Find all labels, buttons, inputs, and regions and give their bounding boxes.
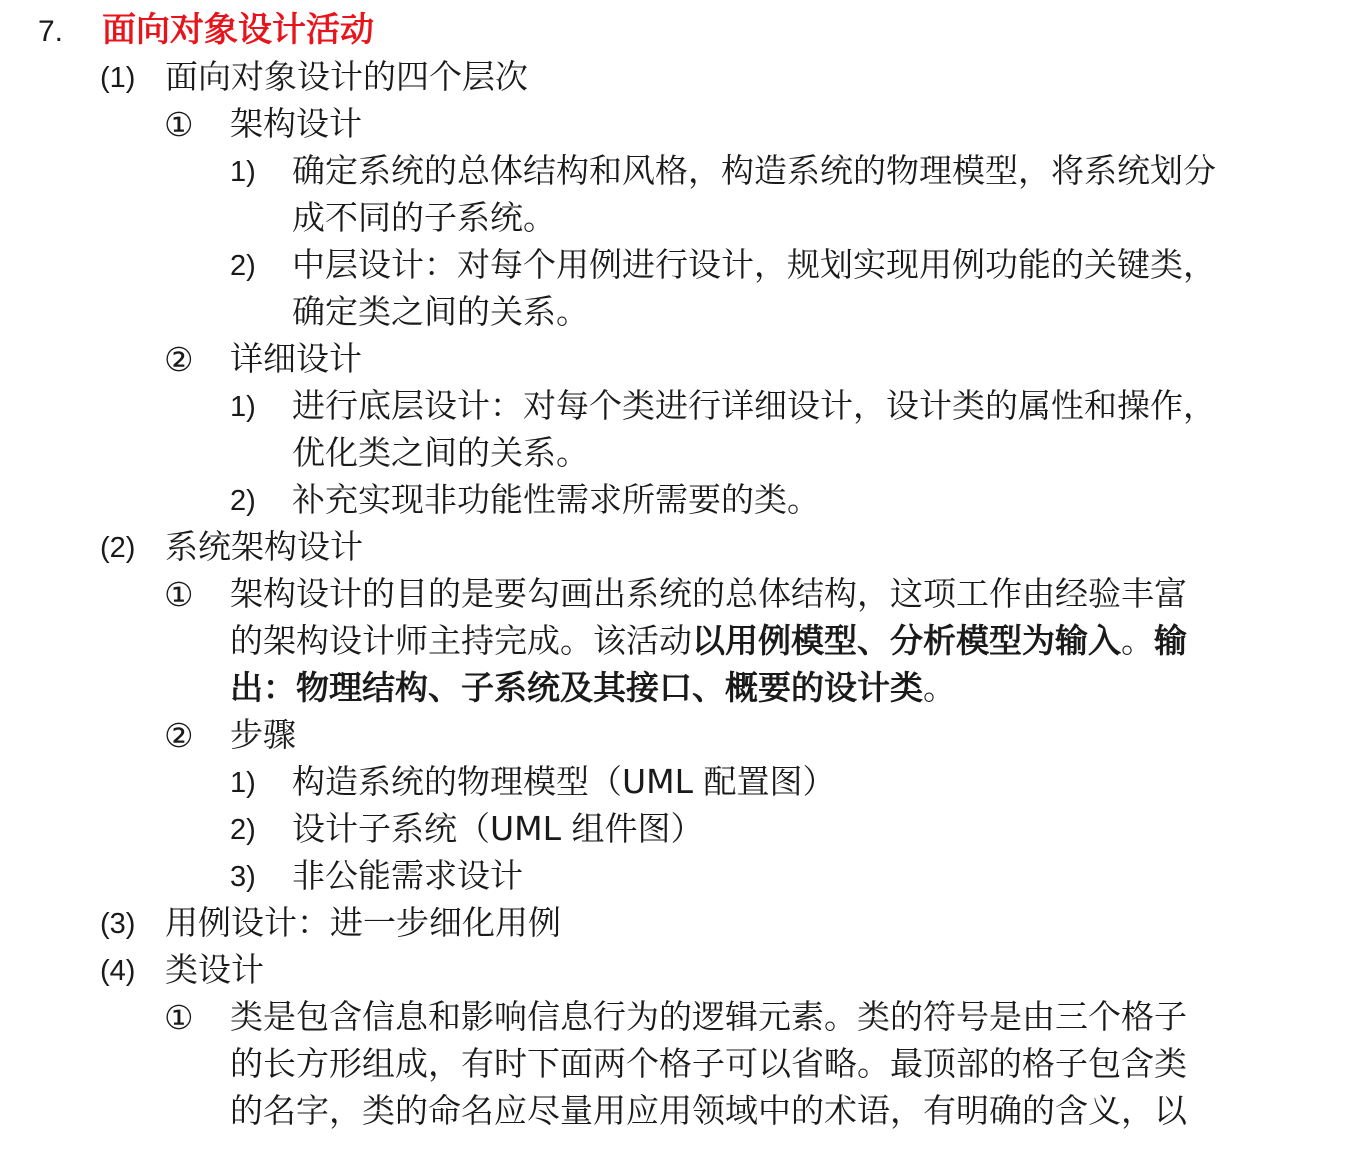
item-4-heading: 类设计 bbox=[165, 950, 264, 989]
item-2-1-text-line2-bold-tail: 输 bbox=[1154, 621, 1187, 660]
section-title: 面向对象设计活动 bbox=[102, 10, 374, 50]
item-1-heading: 面向对象设计的四个层次 bbox=[165, 57, 528, 96]
item-1-1-1-text-line2: 成不同的子系统。 bbox=[292, 198, 556, 237]
item-1-1-heading: 架构设计 bbox=[230, 104, 362, 143]
item-4-1-text-line3: 的名字，类的命名应尽量用应用领域中的术语，有明确的含义，以 bbox=[230, 1091, 1187, 1130]
item-2-1-marker: ① bbox=[164, 575, 194, 614]
item-1-2-marker: ② bbox=[164, 340, 194, 379]
item-1-1-marker: ① bbox=[164, 105, 194, 144]
item-2-2-3-label: 3) bbox=[230, 861, 256, 893]
item-2-1-text-line3-bold: 出：物理结构、子系统及其接口、概要的设计类 bbox=[230, 668, 923, 707]
item-3-heading: 用例设计：进一步细化用例 bbox=[165, 903, 561, 942]
item-3-label: (3) bbox=[100, 908, 136, 940]
item-2-1-text-line2-plain: 的架构设计师主持完成。该活动 bbox=[230, 621, 692, 660]
item-2-1-text-line3 bbox=[230, 668, 956, 708]
item-4-label: (4) bbox=[100, 955, 136, 987]
section-number: 7. bbox=[38, 15, 64, 48]
item-2-2-marker: ② bbox=[164, 716, 194, 755]
item-1-2-heading: 详细设计 bbox=[230, 339, 362, 378]
item-2-1-text-line3-period: 。 bbox=[923, 668, 956, 707]
item-1-1-2-label: 2) bbox=[230, 250, 256, 282]
item-2-2-2-label: 2) bbox=[230, 814, 256, 846]
item-2-2-1-text: 构造系统的物理模型（UML 配置图） bbox=[292, 762, 836, 801]
item-2-2-3-text: 非公能需求设计 bbox=[292, 856, 523, 895]
item-1-2-1-label: 1) bbox=[230, 391, 256, 423]
item-1-1-1-text-line1: 确定系统的总体结构和风格，构造系统的物理模型，将系统划分 bbox=[292, 151, 1216, 190]
item-1-1-1-label: 1) bbox=[230, 156, 256, 188]
item-2-2-heading: 步骤 bbox=[230, 715, 296, 754]
item-1-2-1-text-line1: 进行底层设计：对每个类进行详细设计，设计类的属性和操作， bbox=[292, 386, 1216, 425]
item-2-1-text-line2 bbox=[230, 621, 1187, 661]
item-1-label: (1) bbox=[100, 62, 136, 94]
item-2-2-1-label: 1) bbox=[230, 767, 256, 799]
item-1-2-2-text: 补充实现非功能性需求所需要的类。 bbox=[292, 480, 820, 519]
item-2-1-text-line1: 架构设计的目的是要勾画出系统的总体结构，这项工作由经验丰富 bbox=[230, 574, 1187, 613]
item-4-1-marker: ① bbox=[164, 998, 194, 1037]
item-2-label: (2) bbox=[100, 532, 136, 564]
item-1-1-2-text-line1: 中层设计：对每个用例进行设计，规划实现用例功能的关键类， bbox=[292, 245, 1216, 284]
item-1-2-2-label: 2) bbox=[230, 485, 256, 517]
item-1-2-1-text-line2: 优化类之间的关系。 bbox=[292, 433, 589, 472]
item-4-1-text-line1: 类是包含信息和影响信息行为的逻辑元素。类的符号是由三个格子 bbox=[230, 997, 1187, 1036]
item-2-1-text-line2-bold: 以用例模型、分析模型为输入 bbox=[692, 621, 1121, 660]
item-2-1-text-line2-period: 。 bbox=[1121, 621, 1154, 660]
item-2-2-2-text: 设计子系统（UML 组件图） bbox=[292, 809, 704, 848]
item-1-1-2-text-line2: 确定类之间的关系。 bbox=[292, 292, 589, 331]
item-4-1-text-line2: 的长方形组成，有时下面两个格子可以省略。最顶部的格子包含类 bbox=[230, 1044, 1187, 1083]
item-2-heading: 系统架构设计 bbox=[165, 527, 363, 566]
